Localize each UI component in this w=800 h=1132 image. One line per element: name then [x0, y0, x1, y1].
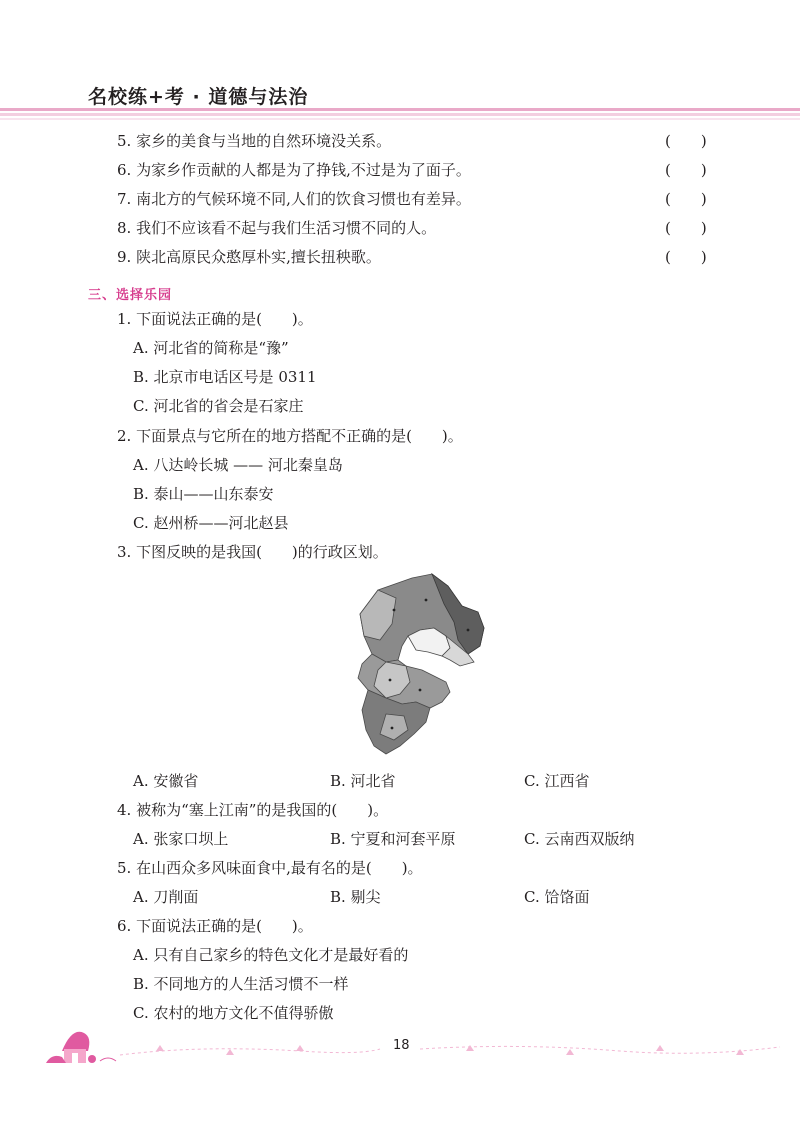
- q1-option-b[interactable]: B. 北京市电话区号是 0311: [133, 368, 317, 386]
- q4-option-a[interactable]: A. 张家口坝上: [133, 830, 229, 848]
- tf-item-8: 8. 我们不应该看不起与我们生活习惯不同的人。: [117, 219, 437, 237]
- q4-option-b[interactable]: B. 宁夏和河套平原: [330, 830, 456, 848]
- answer-paren-8[interactable]: ( ): [665, 219, 707, 237]
- q2-option-c[interactable]: C. 赵州桥——河北赵县: [133, 514, 289, 532]
- question-6-stem: 6. 下面说法正确的是( )。: [117, 917, 313, 935]
- province-map-image: [350, 570, 490, 760]
- question-1-stem: 1. 下面说法正确的是( )。: [117, 310, 313, 328]
- q2-option-a[interactable]: A. 八达岭长城 —— 河北秦皇岛: [133, 456, 343, 474]
- question-4-stem: 4. 被称为“塞上江南”的是我国的( )。: [117, 801, 389, 819]
- q1-option-c[interactable]: C. 河北省的省会是石家庄: [133, 397, 304, 415]
- q6-option-a[interactable]: A. 只有自己家乡的特色文化才是最好看的: [133, 946, 409, 964]
- question-5-stem: 5. 在山西众多风味面食中,最有名的是( )。: [117, 859, 423, 877]
- q5-option-a[interactable]: A. 刀削面: [133, 888, 199, 906]
- q1-option-a[interactable]: A. 河北省的简称是“豫”: [133, 339, 289, 357]
- q6-option-c[interactable]: C. 农村的地方文化不值得骄傲: [133, 1004, 334, 1022]
- q5-option-c[interactable]: C. 饸饹面: [524, 888, 590, 906]
- section-title: 三、选择乐园: [88, 288, 173, 303]
- question-3-stem: 3. 下图反映的是我国( )的行政区划。: [117, 543, 388, 561]
- tf-item-7: 7. 南北方的气候环境不同,人们的饮食习惯也有差异。: [117, 190, 471, 208]
- q5-option-b[interactable]: B. 剔尖: [330, 888, 381, 906]
- header-title: 名校练+考 · 道德与法治: [88, 86, 309, 108]
- q6-option-b[interactable]: B. 不同地方的人生活习惯不一样: [133, 975, 349, 993]
- house-icon: [46, 1032, 96, 1063]
- q3-option-a[interactable]: A. 安徽省: [133, 772, 199, 790]
- page-number: 18: [393, 1038, 410, 1053]
- question-2-stem: 2. 下面景点与它所在的地方搭配不正确的是( )。: [117, 427, 463, 445]
- header-rule: [0, 108, 800, 122]
- answer-paren-7[interactable]: ( ): [665, 190, 707, 208]
- q2-option-b[interactable]: B. 泰山——山东泰安: [133, 485, 274, 503]
- tf-item-9: 9. 陕北高原民众憨厚朴实,擅长扭秧歌。: [117, 248, 381, 266]
- answer-paren-9[interactable]: ( ): [665, 248, 707, 266]
- tf-item-6: 6. 为家乡作贡献的人都是为了挣钱,不过是为了面子。: [117, 161, 471, 179]
- answer-paren-5[interactable]: ( ): [665, 132, 707, 150]
- answer-paren-6[interactable]: ( ): [665, 161, 707, 179]
- tf-item-5: 5. 家乡的美食与当地的自然环境没关系。: [117, 132, 392, 150]
- q4-option-c[interactable]: C. 云南西双版纳: [524, 830, 635, 848]
- q3-option-c[interactable]: C. 江西省: [524, 772, 590, 790]
- q3-option-b[interactable]: B. 河北省: [330, 772, 396, 790]
